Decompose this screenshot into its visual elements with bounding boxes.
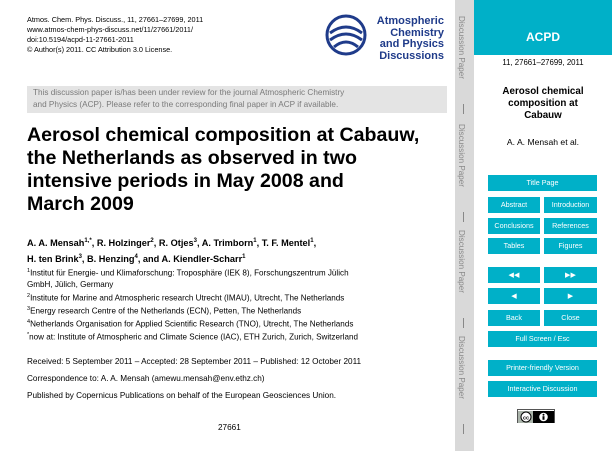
panel-authors: A. A. Mensah et al. xyxy=(506,137,580,147)
author: A. Kiendler-Scharr xyxy=(161,254,243,265)
previous-page-icon[interactable]: ◀ xyxy=(488,288,540,304)
abstract-button[interactable]: Abstract xyxy=(488,197,540,213)
first-page-icon[interactable]: ◀◀ xyxy=(488,267,540,283)
egu-globe-icon xyxy=(324,13,368,57)
publisher-line: Published by Copernicus Publications on behalf of the European Geosciences Union. xyxy=(27,391,337,400)
stripe-label: Discussion Paper xyxy=(457,230,466,293)
references-button[interactable]: References xyxy=(544,218,597,234)
figures-button[interactable]: Figures xyxy=(544,238,597,254)
panel-reference: 11, 27661–27699, 2011 xyxy=(474,55,612,70)
paper-title: Aerosol chemical composition at Cabauw, the Netherlands as observed in two intensive periods in May 2008 and March 2009 xyxy=(27,124,420,215)
affiliation: $^1$Institut für Energie- und Klimaforschung: Troposphäre (IEK 8), Forschungszentrum Jülich xyxy=(27,268,349,278)
journal-abbrev: ACPD xyxy=(525,30,560,44)
interactive-discussion-button[interactable]: Interactive Discussion xyxy=(488,381,597,397)
correspondence: Correspondence to: A. A. Mensah (amewu.mensah@env.ethz.ch) xyxy=(27,374,265,383)
journal-metadata xyxy=(27,15,203,55)
next-page-icon[interactable]: ▶ xyxy=(544,288,597,304)
affiliation-list xyxy=(27,266,447,343)
author: R. Holzinger xyxy=(96,238,151,249)
panel-title: Aerosol chemical composition at Cabauw xyxy=(502,86,584,121)
page-number: 27661 xyxy=(218,423,241,432)
close-button[interactable]: Close xyxy=(544,310,597,326)
stripe-label: Discussion Paper xyxy=(457,124,466,187)
cc-by-icon[interactable] xyxy=(517,409,555,423)
stripe-label: Discussion Paper xyxy=(457,16,466,79)
author: B. Henzing xyxy=(87,254,135,265)
author: R. Otjes xyxy=(158,238,194,249)
journal-logo xyxy=(324,13,444,69)
printer-friendly-button[interactable]: Printer-friendly Version xyxy=(488,360,597,376)
history-dates: Received: 5 September 2011 – Accepted: 28 September 2011 – Published: 12 October 2011 xyxy=(27,357,362,366)
conclusions-button[interactable]: Conclusions xyxy=(488,218,540,234)
fullscreen-button[interactable]: Full Screen / Esc xyxy=(488,331,597,347)
back-button[interactable]: Back xyxy=(488,310,540,326)
affiliation: $^4$Netherlands Organisation for Applied Scientific Research (TNO), Utrecht, The Netherlands xyxy=(27,319,354,329)
review-notice: This discussion paper is/has been under review for the journal Atmospheric Chemistry and Physics (ACP). Please refer to the corresponding final paper in ACP if available. xyxy=(27,86,447,113)
last-page-icon[interactable]: ▶▶ xyxy=(544,267,597,283)
title-page-button[interactable]: Title Page xyxy=(488,175,597,191)
cc-by-icon xyxy=(518,411,554,423)
url-line[interactable]: www.atmos-chem-phys-discuss.net/11/27661/2011/ xyxy=(27,25,194,34)
affiliation: *now at: Institute of Atmospheric and Climate Science (IAC), ETH Zurich, Zurich, Switzerland xyxy=(27,332,358,342)
doi-line: doi:10.5194/acpd-11-27661-2011 xyxy=(27,35,134,44)
author-list: A. A. Mensah$^{1,*}$, R. Holzinger$^2$, R. Otjes$^3$, A. Trimborn$^1$, T. F. Mentel$^1$, H. ten Brink$^3$, B. Henzing$^4$, and A. Kiendler-Scharr$^1$ xyxy=(27,238,317,265)
citation-line: Atmos. Chem. Phys. Discuss., 11, 27661–27699, 2011 xyxy=(27,15,204,24)
tables-button[interactable]: Tables xyxy=(488,238,540,254)
stripe-separator xyxy=(463,318,464,328)
affiliation: GmbH, Jülich, Germany xyxy=(27,280,114,290)
affiliation: $^3$Energy research Centre of the Netherlands (ECN), Petten, The Netherlands xyxy=(27,305,302,316)
author: A. Trimborn xyxy=(201,238,254,249)
author: A. A. Mensah xyxy=(27,238,85,249)
stripe-separator xyxy=(463,424,464,434)
stripe-separator xyxy=(463,104,464,114)
svg-text:cc: cc xyxy=(522,415,530,422)
author: T. F. Mentel xyxy=(261,238,311,249)
logo-text: Atmospheric Chemistry and Physics Discussions xyxy=(376,15,444,62)
introduction-button[interactable]: Introduction xyxy=(544,197,597,213)
affiliation: $^2$Institute for Marine and Atmospheric research Utrecht (IMAU), Utrecht, The Netherlands xyxy=(27,292,345,303)
stripe-separator xyxy=(463,212,464,222)
stripe-label: Discussion Paper xyxy=(457,336,466,399)
license-line: © Author(s) 2011. CC Attribution 3.0 License. xyxy=(27,45,173,54)
author: H. ten Brink xyxy=(27,254,79,265)
